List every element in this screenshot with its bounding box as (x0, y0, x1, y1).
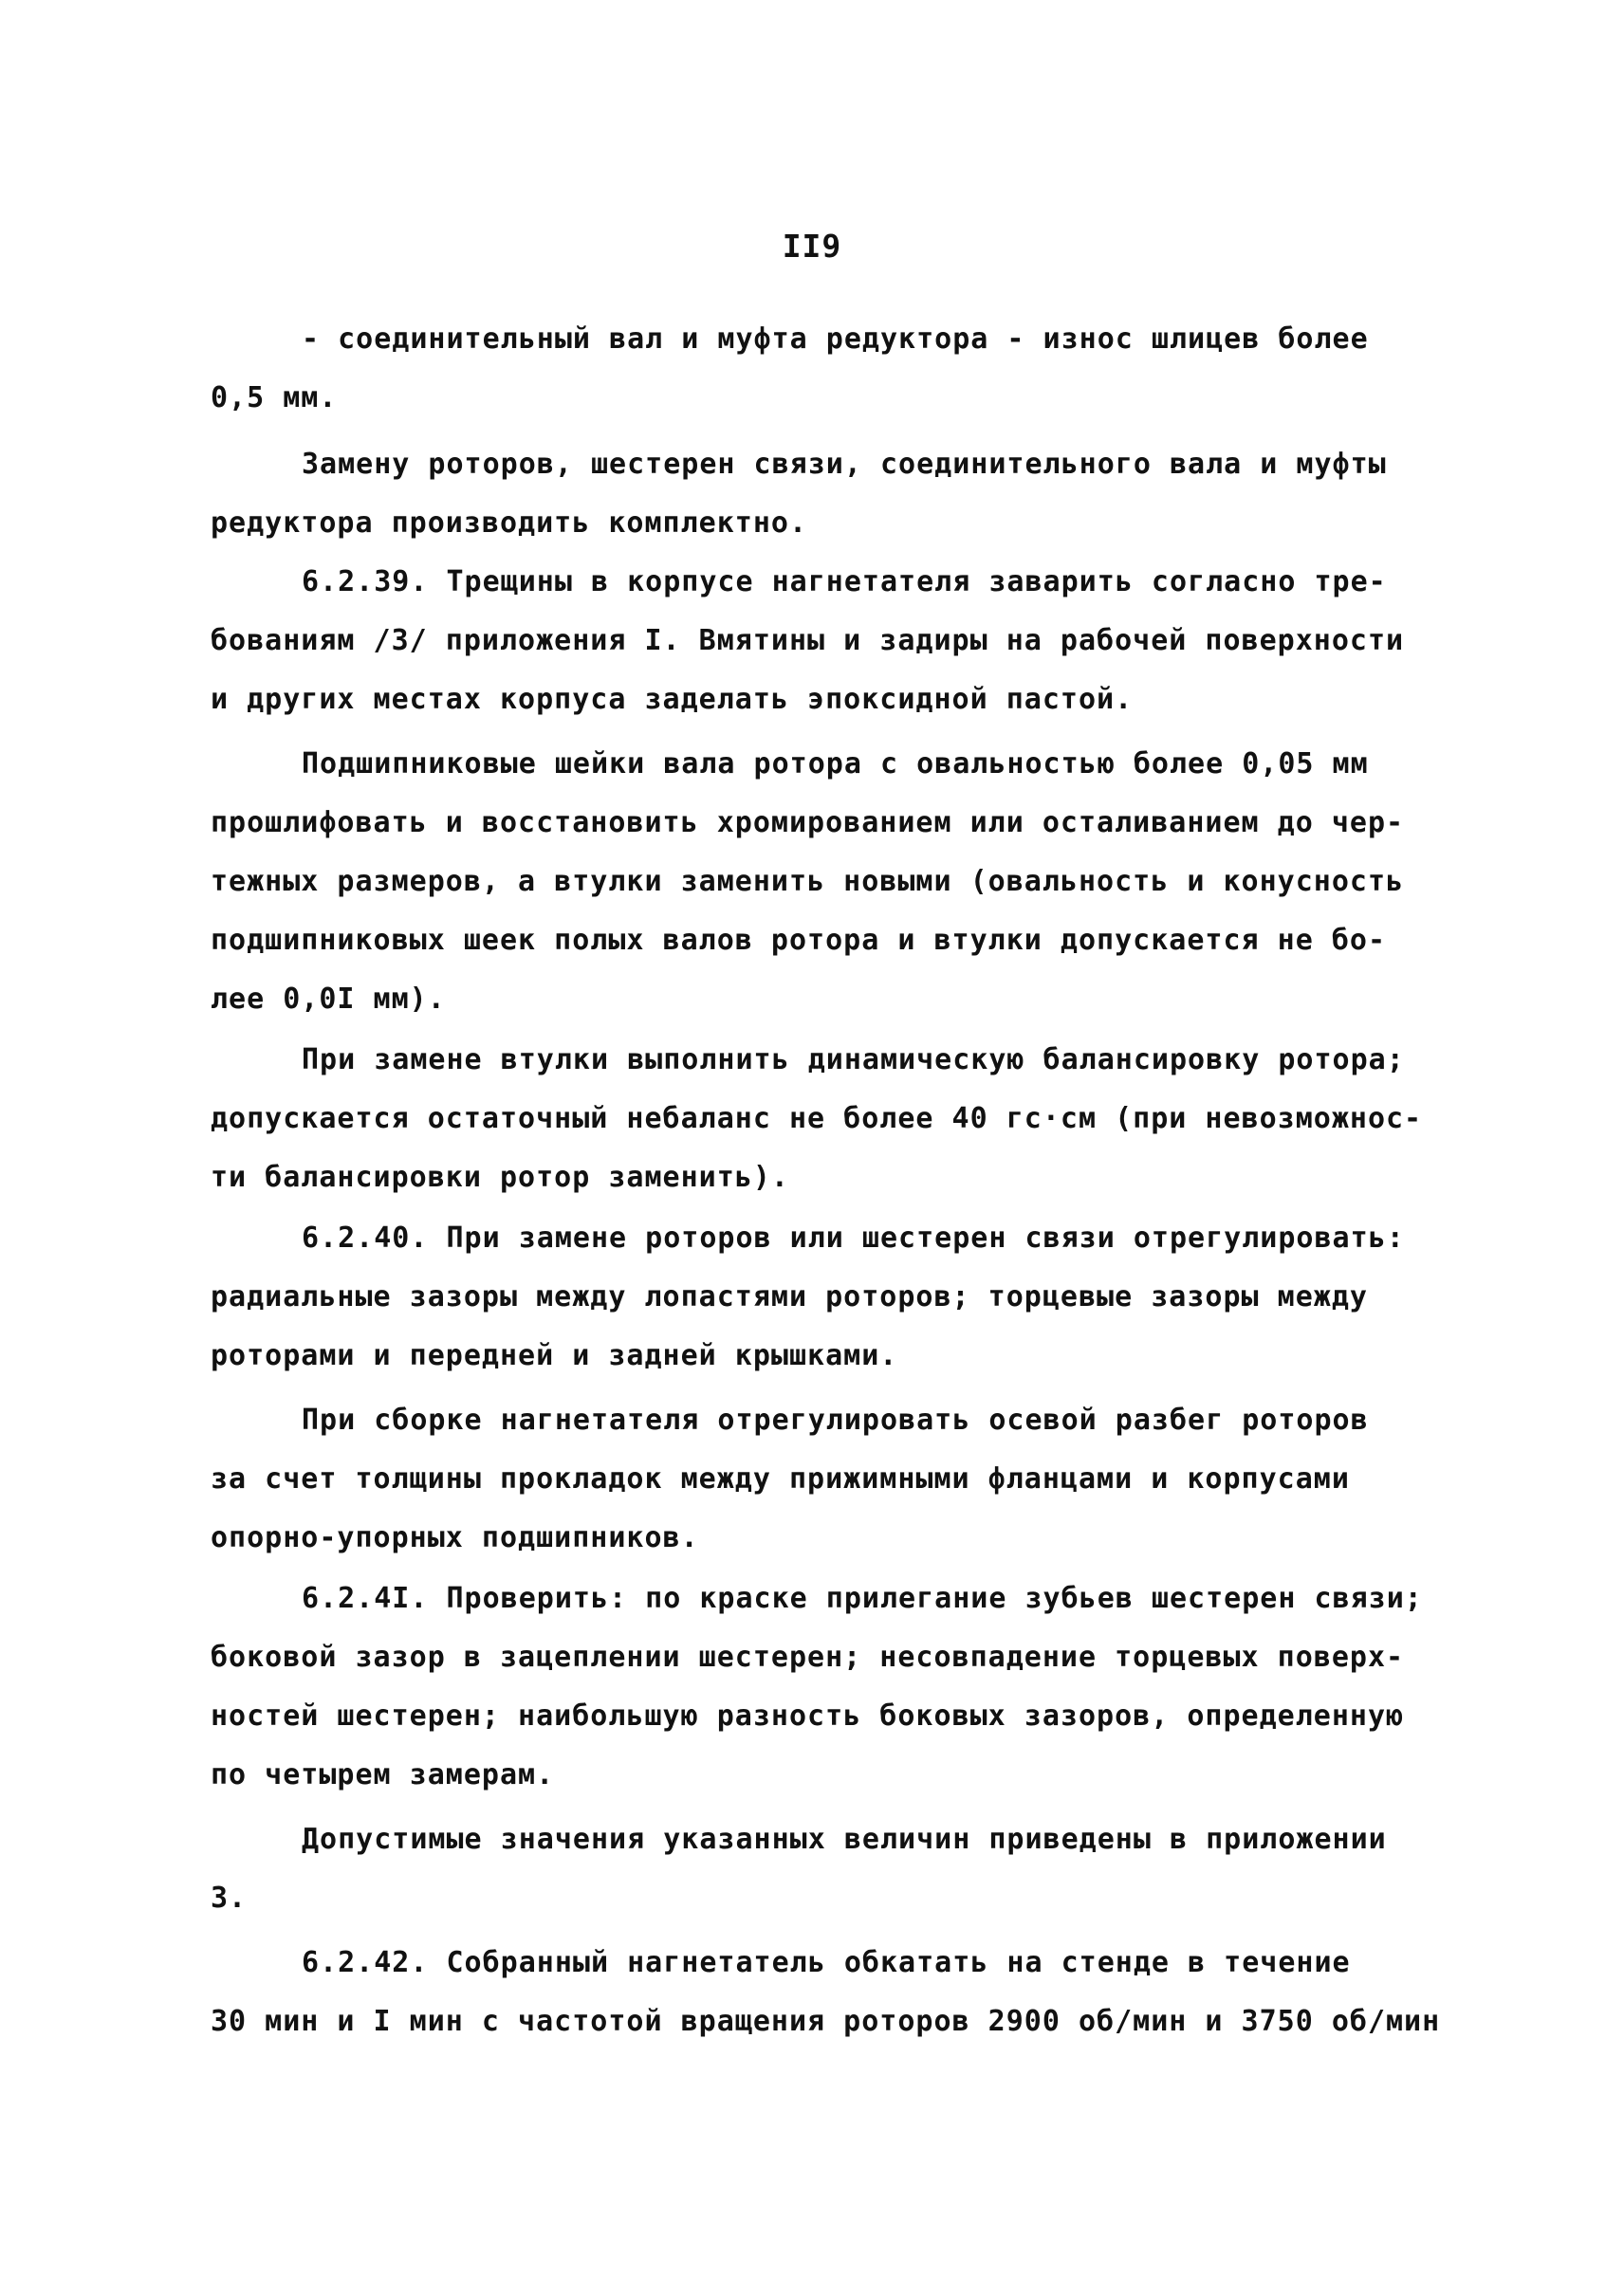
text-line: опорно-упорных подшипников. (211, 1521, 699, 1554)
text-line: 3. (211, 1882, 248, 1915)
text-line: 6.2.42. Собранный нагнетатель обкатать на стенде в течение (302, 1946, 1351, 1979)
text-line: бованиям /3/ приложения I. Вмятины и задиры на рабочей поверхности (211, 624, 1405, 657)
page-number: II9 (782, 228, 842, 265)
text-line: подшипниковых шеек полых валов ротора и втулки допускается не бо- (211, 924, 1386, 957)
text-line: - соединительный вал и муфта редуктора - износ шлицев более (302, 322, 1369, 356)
text-line: за счет толщины прокладок между прижимными фланцами и корпусами (211, 1462, 1350, 1496)
text-line: Замену роторов, шестерен связи, соединительного вала и муфты (302, 448, 1387, 481)
text-line: 30 мин и I мин с частотой вращения роторов 2900 об/мин и 3750 об/мин (211, 2005, 1441, 2038)
text-line: радиальные зазоры между лопастями роторов; торцевые зазоры между (211, 1280, 1368, 1313)
text-line: роторами и передней и задней крышками. (211, 1339, 898, 1372)
text-line: 0,5 мм. (211, 381, 338, 414)
text-line: Допустимые значения указанных величин приведены в приложении (302, 1823, 1387, 1856)
text-line: При сборке нагнетателя отрегулировать осевой разбег роторов (302, 1404, 1369, 1437)
text-line: боковой зазор в зацеплении шестерен; несовпадение торцевых поверх- (211, 1641, 1405, 1674)
text-line: допускается остаточный небаланс не более 40 гс·см (при невозможнос- (211, 1102, 1423, 1135)
text-line: прошлифовать и восстановить хромированием или осталиванием до чер- (211, 806, 1405, 839)
text-line: и других местах корпуса заделать эпоксидной пастой. (211, 683, 1134, 716)
text-line: 6.2.4I. Проверить: по краске прилегание зубьев шестерен связи; (302, 1582, 1423, 1615)
text-line: лее 0,0I мм). (211, 983, 446, 1016)
text-line: 6.2.39. Трещины в корпусе нагнетателя заварить согласно тре- (302, 565, 1387, 598)
text-line: Подшипниковые шейки вала ротора с овальностью более 0,05 мм (302, 747, 1369, 781)
text-line: по четырем замерам. (211, 1758, 555, 1791)
text-line: 6.2.40. При замене роторов или шестерен связи отрегулировать: (302, 1221, 1405, 1255)
text-line: ти балансировки ротор заменить). (211, 1161, 789, 1194)
text-line: ностей шестерен; наибольшую разность боковых зазоров, определенную (211, 1699, 1405, 1733)
text-line: редуктора производить комплектно. (211, 506, 808, 540)
text-line: тежных размеров, а втулки заменить новыми (овальность и конусность (211, 865, 1405, 898)
text-line: При замене втулки выполнить динамическую балансировку ротора; (302, 1043, 1405, 1076)
